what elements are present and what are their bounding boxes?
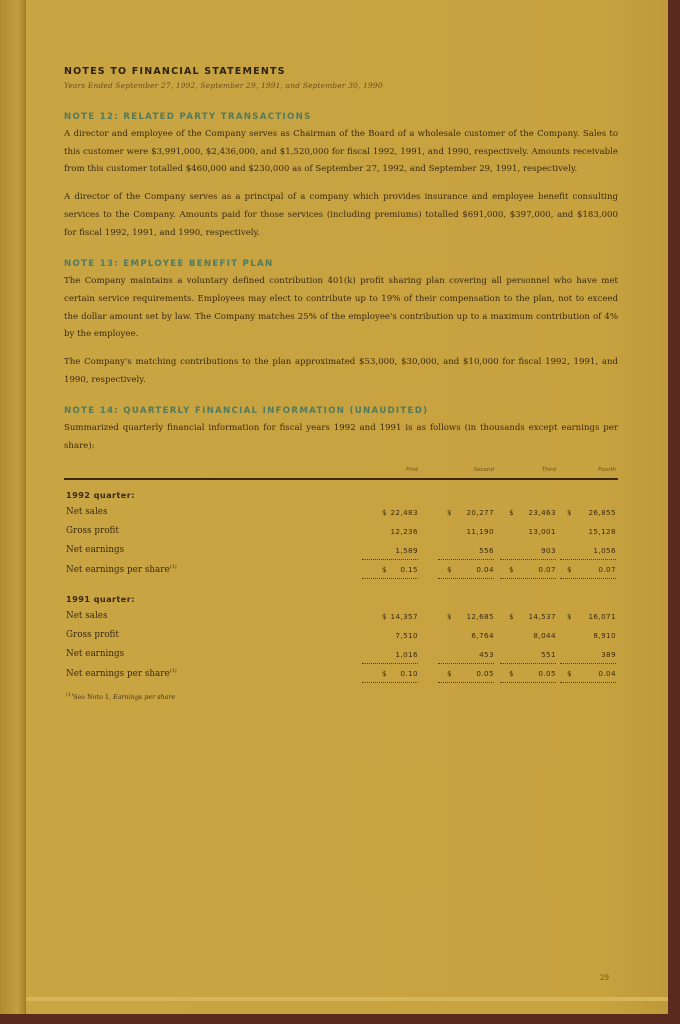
column-header-fourth: Fourth — [598, 466, 616, 473]
cell-underline — [438, 559, 494, 560]
table-cell: 1,056 — [593, 545, 616, 555]
table-cell: 453 — [479, 649, 494, 659]
table-cell: 12,685 — [466, 611, 494, 621]
table-cell: 389 — [601, 649, 616, 659]
dollar-sign: $ — [447, 611, 452, 621]
note-12-heading: NOTE 12: RELATED PARTY TRANSACTIONS — [64, 112, 312, 122]
table-cell: 23,463 — [528, 507, 556, 517]
note-14-paragraph-1: Summarized quarterly financial information for fiscal years 1992 and 1991 is as follows (in thousands except earnings per share): — [64, 423, 618, 452]
dollar-sign: $ — [567, 507, 572, 517]
table-cell: 0.10 — [400, 668, 418, 678]
table-cell: 6,764 — [471, 630, 494, 640]
page-content — [64, 66, 618, 704]
column-header-first: First — [406, 466, 418, 473]
table-cell: 8,044 — [533, 630, 556, 640]
table-cell: 0.05 — [476, 668, 494, 678]
section-label-1: 1991 quarter: — [66, 593, 135, 604]
row-label-text: Gross profit — [66, 525, 119, 536]
table-footnote — [66, 692, 175, 701]
table-cell: 16,071 — [588, 611, 616, 621]
cell-underline — [560, 559, 616, 560]
cell-underline — [560, 682, 616, 683]
dollar-sign: $ — [567, 668, 572, 678]
row-label — [66, 649, 124, 659]
note-12-paragraph-1: A director and employee of the Company serves as Chairman of the Board of a wholesale customer of the Company. Sales to this customer were $3,991,000, $2,436,000, and $1,520,000 for fiscal 1992, 1991, and 1990, respectively. Amounts receivable from this customer totalled $460,000 and $230,000 as of September 27, 1992, and September 29, 1991, respectively. — [64, 129, 618, 175]
column-header-second: Second — [473, 466, 494, 473]
cell-underline — [500, 578, 556, 579]
cell-underline — [438, 578, 494, 579]
row-label — [66, 564, 177, 575]
cell-underline — [500, 559, 556, 560]
dollar-sign: $ — [382, 564, 387, 574]
table-cell: 0.07 — [598, 564, 616, 574]
dollar-sign: $ — [447, 507, 452, 517]
cell-underline — [362, 578, 418, 579]
page-subtitle: Years Ended September 27, 1992, September 29, 1991, and September 30, 1990 — [64, 81, 383, 90]
dollar-sign: $ — [567, 564, 572, 574]
note-14-heading: NOTE 14: QUARTERLY FINANCIAL INFORMATION (UNAUDITED) — [64, 406, 429, 417]
table-cell: 13,001 — [528, 526, 556, 536]
footnote-text: See Note 1, — [73, 692, 114, 701]
column-header-third: Third — [541, 466, 556, 473]
table-cell: 26,855 — [588, 507, 616, 517]
row-label-text: Net earnings — [66, 648, 125, 659]
table-cell: 551 — [541, 649, 556, 659]
dollar-sign: $ — [509, 611, 514, 621]
table-header-rule — [64, 478, 618, 480]
footnote-mark: (1) — [169, 667, 177, 674]
table-cell: 12,236 — [390, 526, 418, 536]
cell-underline — [560, 663, 616, 664]
page-edge — [26, 997, 668, 1001]
row-label-text: Gross profit — [66, 629, 119, 640]
quarterly-financial-table — [64, 462, 618, 704]
table-cell: 0.15 — [400, 564, 418, 574]
note-13-heading: NOTE 13: EMPLOYEE BENEFIT PLAN — [64, 259, 274, 270]
cell-underline — [560, 578, 616, 579]
dollar-sign: $ — [382, 507, 387, 517]
row-label — [66, 507, 108, 517]
table-cell: 1,016 — [395, 649, 418, 659]
cell-underline — [438, 663, 494, 664]
footnote-mark: (1) — [66, 691, 74, 698]
section-label-0: 1992 quarter: — [66, 489, 135, 500]
table-cell: 0.04 — [598, 668, 616, 678]
page-title: NOTES TO FINANCIAL STATEMENTS — [64, 66, 286, 77]
cell-underline — [500, 663, 556, 664]
row-label — [66, 630, 119, 640]
table-cell: 11,190 — [466, 526, 494, 536]
table-cell: 22,483 — [390, 507, 418, 517]
table-cell: 20,277 — [466, 507, 494, 517]
dollar-sign: $ — [509, 668, 514, 678]
cell-underline — [438, 682, 494, 683]
footnote-italic: Earnings per share — [113, 692, 176, 701]
table-cell: 0.04 — [476, 564, 494, 574]
table-cell: 15,128 — [588, 526, 616, 536]
table-cell: 14,357 — [390, 611, 418, 621]
row-label-text: Net earnings — [66, 544, 125, 555]
row-label-text: Net sales — [66, 610, 108, 621]
row-label-text: Net earnings per share — [66, 668, 170, 679]
dollar-sign: $ — [447, 668, 452, 678]
row-label — [66, 668, 177, 679]
row-label-text: Net earnings per share — [66, 564, 170, 575]
note-13-paragraph-1: The Company maintains a voluntary defined contribution 401(k) profit sharing plan covering all personnel who have met certain service requirements. Employees may elect to contribute up to 19% of their compensation to the plan, not to exceed the dollar amount set by law. The Company matches 25% of the employee's contribution up to a maximum contribution of 4% by the employee. — [64, 276, 618, 340]
dollar-sign: $ — [382, 668, 387, 678]
cell-underline — [362, 559, 418, 560]
cell-underline — [500, 682, 556, 683]
table-cell: 556 — [479, 545, 494, 555]
table-cell: 0.07 — [538, 564, 556, 574]
row-label — [66, 526, 119, 536]
page-binding — [0, 0, 26, 1014]
dollar-sign: $ — [509, 507, 514, 517]
cell-underline — [362, 663, 418, 664]
table-cell: 0.05 — [538, 668, 556, 678]
table-cell: 8,910 — [593, 630, 616, 640]
row-label — [66, 611, 108, 621]
row-label-text: Net sales — [66, 506, 108, 517]
dollar-sign: $ — [567, 611, 572, 621]
table-cell: 1,589 — [395, 545, 418, 555]
table-cell: 903 — [541, 545, 556, 555]
table-cell: 14,537 — [528, 611, 556, 621]
dollar-sign: $ — [509, 564, 514, 574]
page-number: 29 — [600, 974, 609, 982]
note-13-paragraph-2: The Company's matching contributions to the plan approximated $53,000, $30,000, and $10,000 for fiscal 1992, 1991, and 1990, respectively. — [64, 357, 618, 385]
cell-underline — [362, 682, 418, 683]
note-12-paragraph-2: A director of the Company serves as a principal of a company which provides insurance and employee benefit consulting services to the Company. Amounts paid for those services (including premiums) totalled $691,000, $397,000, and $183,000 for fiscal 1992, 1991, and 1990, respectively. — [64, 192, 618, 238]
table-cell: 7,510 — [395, 630, 418, 640]
dollar-sign: $ — [382, 611, 387, 621]
dollar-sign: $ — [447, 564, 452, 574]
footnote-mark: (1) — [169, 563, 177, 570]
row-label — [66, 545, 124, 555]
